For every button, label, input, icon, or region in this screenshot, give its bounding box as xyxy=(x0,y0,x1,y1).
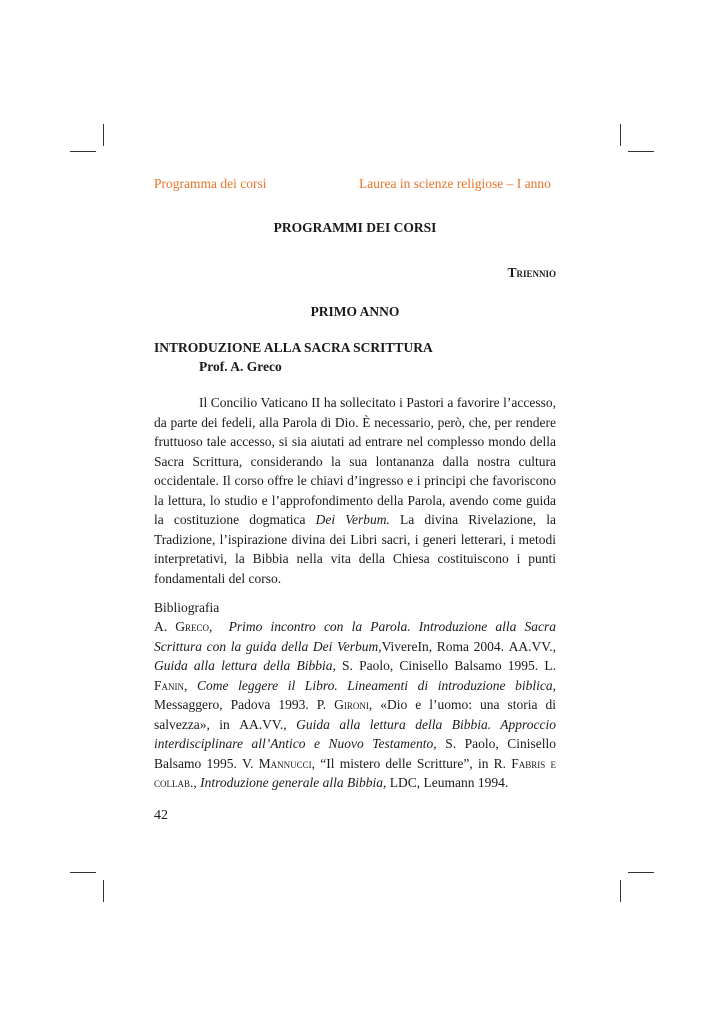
bib-chapter: “Il mistero delle Scritture”, in xyxy=(320,755,489,771)
running-header-right: Laurea in scienze religiose – I anno xyxy=(359,176,551,191)
running-header xyxy=(154,176,554,196)
bib-author: AA.VV., xyxy=(508,638,556,654)
bibliography-list xyxy=(154,617,556,793)
crop-mark xyxy=(103,124,104,146)
bib-publisher: VivereIn, Roma 2004. xyxy=(381,638,504,654)
page-title: PROGRAMMI DEI CORSI xyxy=(273,220,437,235)
crop-mark xyxy=(620,124,621,146)
course-professor: Prof. A. Greco xyxy=(199,359,282,374)
course-description xyxy=(154,393,556,588)
bib-title: Guida alla lettura della Bibbia. Approccio interdisciplinare all’Antico e Nuovo Testamento xyxy=(154,716,557,751)
description-italic: Dei Verbum. xyxy=(315,512,390,527)
bibliography-heading: Bibliografia xyxy=(154,600,220,615)
section-label: Triennio xyxy=(507,265,556,280)
crop-mark xyxy=(70,872,96,873)
bib-author: V. Mannucci, xyxy=(242,755,316,771)
bib-title: Guida alla lettura della Bibbia, xyxy=(154,658,336,673)
year-heading: PRIMO ANNO xyxy=(310,304,400,319)
crop-mark xyxy=(70,151,96,152)
bib-publisher: LDC, Leumann 1994. xyxy=(389,775,509,790)
bib-title: Primo incontro con la Parola. Introduzione alla Sacra Scrittura con la guida della Dei Verbum, xyxy=(154,619,556,654)
crop-mark xyxy=(620,880,621,902)
bib-author: A. Greco, xyxy=(154,619,213,634)
crop-mark xyxy=(628,151,654,152)
page-number: 42 xyxy=(154,808,168,823)
description-text: Il Concilio Vaticano II ha sollecitato i Pastori a favorire l’accesso, da parte dei fedeli, alla Parola di Dio. È necessario, però, che, per rendere fruttuoso tale accesso, si sia aiutati ad entrare nel complesso mondo della Sacra Scrittura, considerando la sua lontananza dalla nostra cultura occidentale. Il corso offre le chiavi d’ingresso e i principi che favoriscono la lettura, lo studio e l’approfondimento della Parola, avendo come guida la costituzione dogmatica xyxy=(154,395,556,527)
bib-author: L. Fanin, xyxy=(154,658,556,693)
running-header-left: Programma dei corsi xyxy=(154,176,267,191)
bib-title: Come leggere il Libro. Lineamenti di introduzione biblica xyxy=(197,677,553,693)
bib-publisher: , S. Paolo, Cinisello Balsamo 1995. xyxy=(154,736,556,771)
bib-editor: AA.VV., xyxy=(239,716,287,732)
course-title: INTRODUZIONE ALLA SACRA SCRITTURA xyxy=(154,340,433,355)
description-text-end: La divina Rivelazione, la Tradizione, l’ispirazione divina dei Libri sacri, i generi letterari, i metodi interpretativi, la Bibbia nella vita della Chiesa costituiscono i punti fondamentali del corso. xyxy=(154,512,556,586)
bib-author: P. Gironi, xyxy=(316,697,373,712)
bib-editor: R. Fabris e collab., xyxy=(154,755,556,790)
bib-publisher: S. Paolo, Cinisello Balsamo 1995. xyxy=(342,658,539,673)
bib-title: Introduzione generale alla Bibbia, xyxy=(200,775,387,790)
bib-publisher: , Messaggero, Padova 1993. xyxy=(154,677,556,712)
crop-mark xyxy=(103,880,104,902)
crop-mark xyxy=(628,872,654,873)
bib-chapter: «Dio e l’uomo: una storia di salvezza», in xyxy=(154,697,557,732)
